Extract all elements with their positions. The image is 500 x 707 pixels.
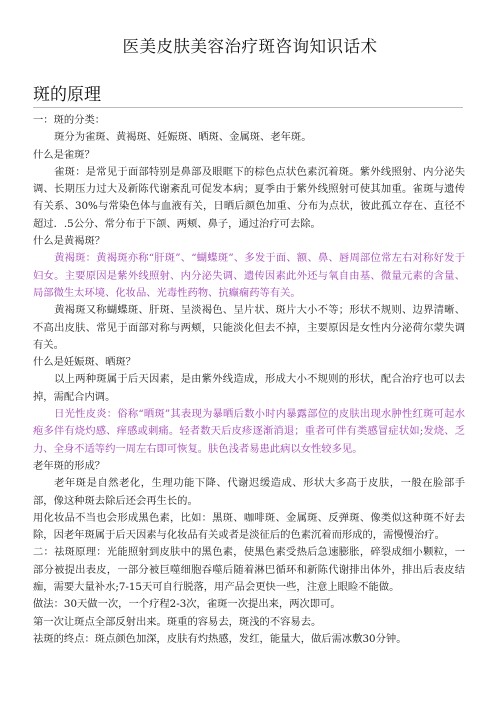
paragraph: 雀斑：是常见于面部特别是鼻部及眼眶下的棕色点状色素沉着斑。紫外线照射、内分泌失调、长期压力过大及新陈代谢紊乱可促发本病；夏季由于紫外线照射可使其加重。雀斑与遗传有关系、30%与常染色体与血液有关，日晒后颜色加重、分布为点状，彼此孤立存在、直径不超过．.5公分、常分布于下颌、两颊、鼻子，通过治疗可去除。 [33,165,465,230]
paragraph: 老年斑是自然老化，生理功能下降、代谢迟缓造成、形状大多高于皮肤，一般在脸部手部，像这种斑去除后还会再生长的。 [33,477,465,507]
paragraph: 黄褐斑又称蝴蝶斑、肝斑、呈淡褐色、呈片状、斑片大小不等；形状不规则、边界清晰、不高出皮肤、常见于面部对称与两颊，只能淡化但去不掉，主要原因是女性内分泌荷尔蒙失调有关。 [33,304,465,351]
document-title: 医美皮肤美容治疗斑咨询知识话术 [122,37,378,56]
paragraph: 第一次让斑点全部反射出来。斑重的容易去，斑浅的不容易去。 [33,615,322,628]
paragraph: 一：斑的分类： [33,114,106,126]
paragraph: 做法：30天做一次，一个疗程2-3次，雀斑一次提出来，两次即可。 [33,598,341,611]
section-heading: 斑的原理 [33,85,101,105]
paragraph: 以上两种斑属于后天因素，是由紫外线造成，形成大小不规则的形状，配合治疗也可以去掉，需配合内调。 [33,373,465,403]
paragraph: 用化妆品不当也会形成黑色素，比如：黑斑、咖啡斑、金属斑、反弹斑、像类似这种斑不好去除，因老年斑属于后天因素与化妆品有关或者是淡征后的色素沉着而形成的，需慢慢治疗。 [33,511,465,542]
paragraph: 斑分为雀斑、黄褐斑、妊娠斑、晒斑、金属斑、老年斑。 [54,131,312,144]
document-body [33,112,465,648]
heading-divider [33,107,463,108]
paragraph: 什么是雀斑？ [33,148,95,161]
paragraph: 祛斑的终点：斑点颜色加深，皮肤有灼热感，发红，能量大，做后需冰敷30分钟。 [33,632,407,645]
paragraph: 老年斑的形成？ [33,459,106,472]
paragraph-highlighted: 黄褐斑：黄褐斑亦称“肝斑”、“蝴蝶斑”、多发于面、额、鼻、唇周部位常左右对称好发于妇女。主要原因是紫外线照射、内分泌失调、遗传因素此外还与氧自由基、微量元素的含量、局部微生太环境、化妆品、光毒性药物、抗癫痫药等有关。 [33,252,465,299]
paragraph: 什么是黄褐斑？ [33,235,106,248]
paragraph-highlighted: 日光性皮炎：俗称“晒斑”其表现为暴晒后数小时内暴露部位的皮肤出现水肿性红斑可起水疱多伴有烧灼感、痒感或刺痛。轻者数天后皮疹逐渐消退；重者可伴有类感冒症状如;发烧、乏力、全身不适等约一周左右即可恢复。肤色浅者易患此病以女性较多见。 [33,408,465,455]
paragraph: 二：祛斑原理：光能照射到皮肤中的黑色素，使黑色素受热后急速膨胀，碎裂成细小颗粒，一部分被提出表皮，一部分被巨噬细胞吞噬后随着淋巴循环和新陈代谢排出体外，排出后表皮结痂，需要大量补水;7-15天可自行脱落，用产品会更快一些，注意上眼睑不能做。 [33,546,465,594]
paragraph: 什么是妊娠斑、晒斑？ [33,356,136,369]
